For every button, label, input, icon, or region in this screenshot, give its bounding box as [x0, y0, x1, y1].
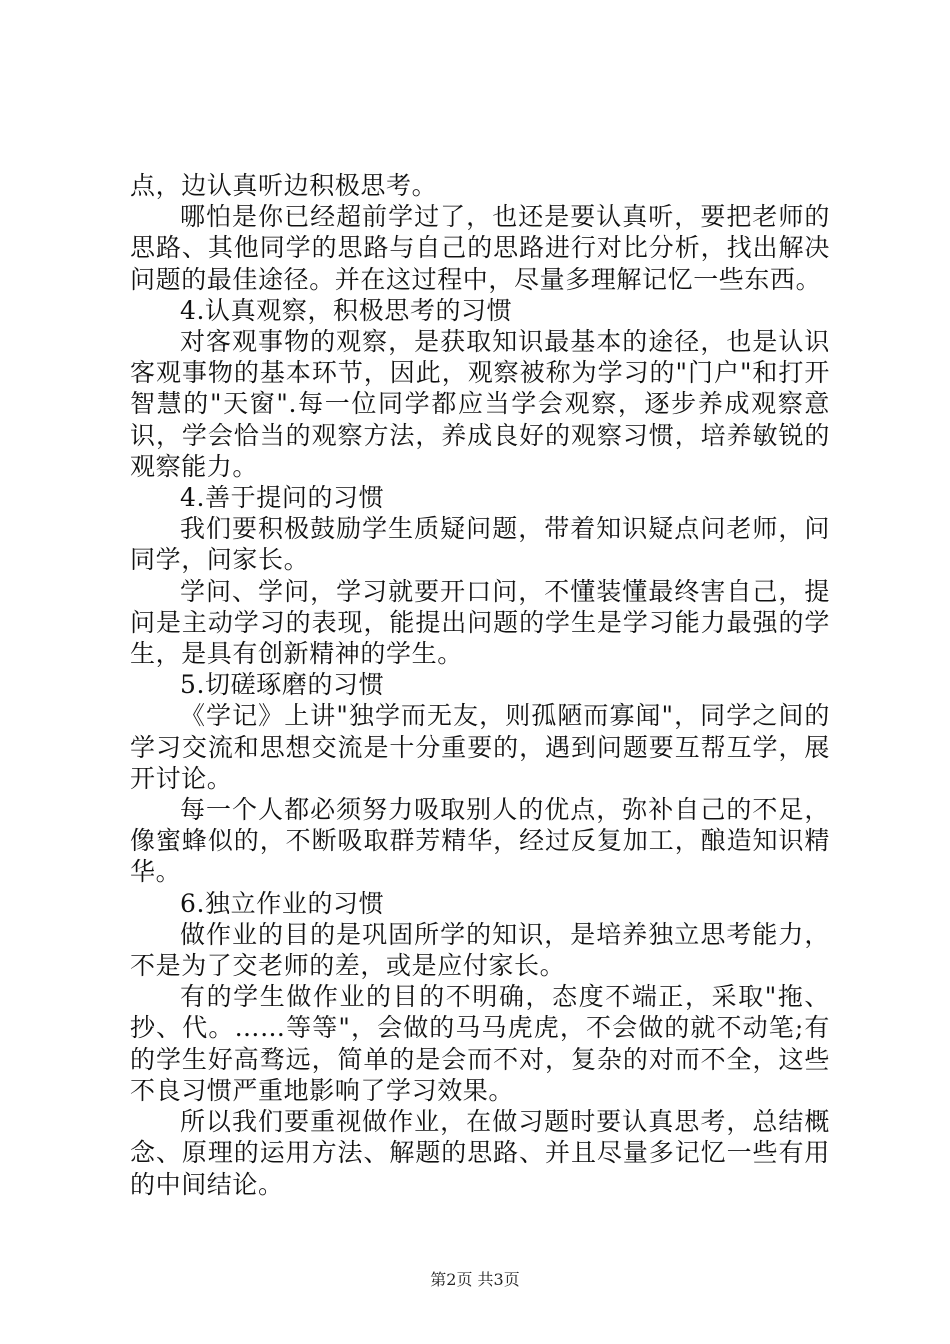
paragraph: 《学记》上讲"独学而无友，则孤陋而寡闻"，同学之间的学习交流和思想交流是十分重要的，遇到问题要互帮互学，展开讨论。 [130, 701, 830, 793]
paragraph: 我们要积极鼓励学生质疑问题，带着知识疑点问老师，问同学，问家长。 [130, 514, 830, 575]
section-heading: 6.独立作业的习惯 [180, 888, 385, 918]
section-heading: 4.善于提问的习惯 [180, 483, 385, 513]
paragraph: 对客观事物的观察，是获取知识最基本的途径，也是认识客观事物的基本环节，因此，观察被称为学习的"门户"和打开智慧的"天窗".每一位同学都应当学会观察，逐步养成观察意识，学会恰当的观察方法，养成良好的观察习惯，培养敏锐的观察能力。 [130, 327, 830, 481]
paragraph: 每一个人都必须努力吸取别人的优点，弥补自己的不足，像蜜蜂似的，不断吸取群芳精华，经过反复加工，酿造知识精华。 [130, 795, 830, 887]
document-body [130, 170, 830, 1200]
section-heading: 4.认真观察，积极思考的习惯 [180, 295, 513, 325]
paragraph: 哪怕是你已经超前学过了，也还是要认真听，要把老师的思路、其他同学的思路与自己的思路进行对比分析，找出解决问题的最佳途径。并在这过程中，尽量多理解记忆一些东西。 [130, 202, 830, 294]
paragraph: 所以我们要重视做作业，在做习题时要认真思考，总结概念、原理的运用方法、解题的思路、并且尽量多记忆一些有用的中间结论。 [130, 1107, 830, 1199]
paragraph: 有的学生做作业的目的不明确，态度不端正，采取"拖、抄、代。……等等"，会做的马马虎虎，不会做的就不动笔;有的学生好高骛远，简单的是会而不对，复杂的对而不全，这些不良习惯严重地影响了学习效果。 [130, 982, 830, 1105]
paragraph: 学问、学问，学习就要开口问，不懂装懂最终害自己，提问是主动学习的表现，能提出问题的学生是学习能力最强的学生，是具有创新精神的学生。 [130, 576, 830, 669]
paragraph: 做作业的目的是巩固所学的知识，是培养独立思考能力，不是为了交老师的差，或是应付家长。 [130, 919, 830, 981]
page-number-footer: 第2页 共3页 [430, 1270, 520, 1289]
section-heading: 5.切磋琢磨的习惯 [180, 670, 385, 700]
paragraph: 点，边认真听边积极思考。 [130, 171, 438, 200]
